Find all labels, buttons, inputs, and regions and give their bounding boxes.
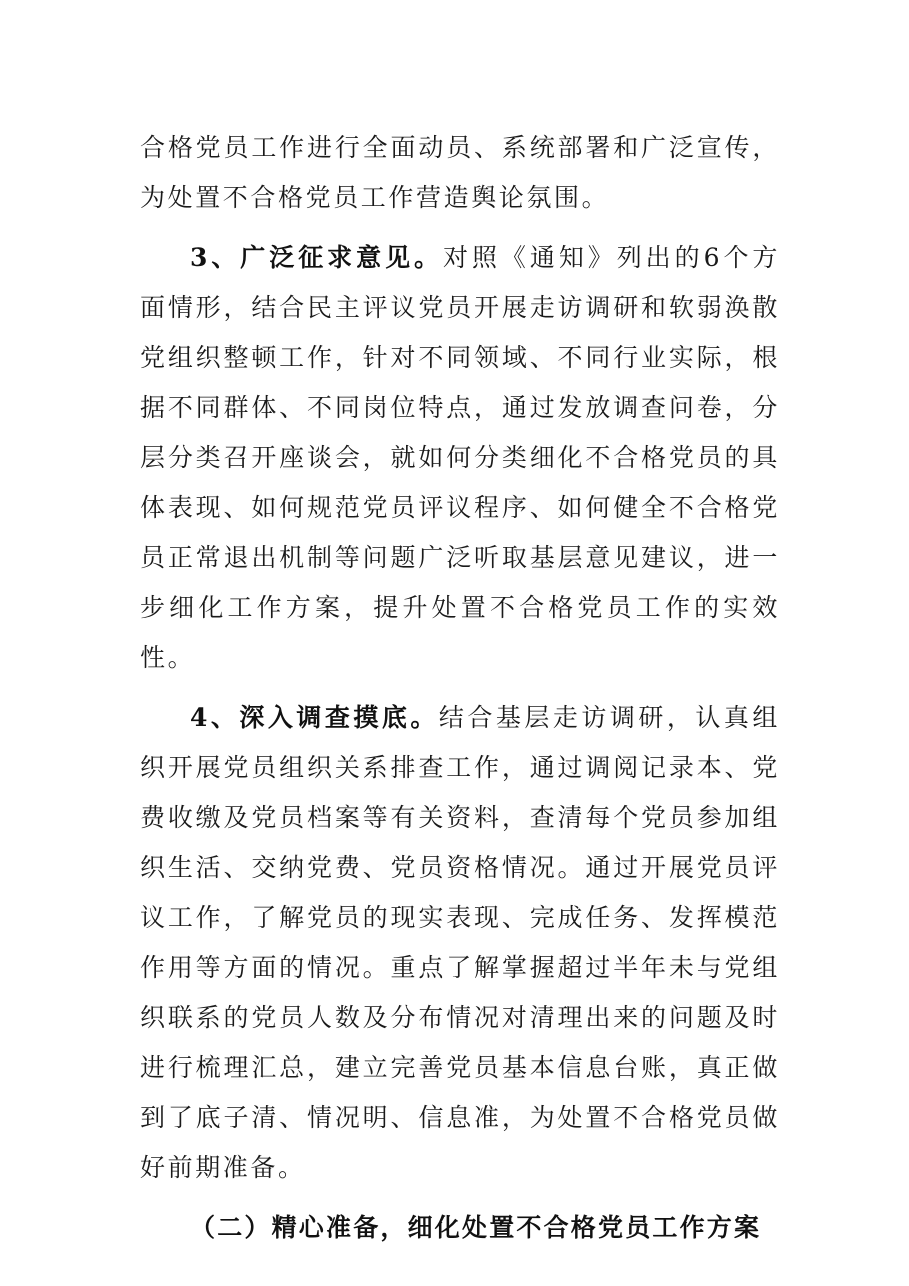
document-body [140,123,780,1253]
paragraph-text: 合格党员工作进行全面动员、系统部署和广泛宣传，为处置不合格党员工作营造舆论氛围。 [140,133,780,212]
paragraph-continued [140,123,780,223]
paragraph-item-3 [140,233,780,683]
paragraph-heading: 3、广泛征求意见。 [190,243,443,272]
paragraph-item-4 [140,693,780,1193]
paragraph-text: 对照《通知》列出的6个方面情形，结合民主评议党员开展走访调研和软弱涣散党组织整顿工作，针对不同领域、不同行业实际，根据不同群体、不同岗位特点，通过发放调查问卷，分层分类召开座谈会，就如何分类细化不合格党员的具体表现、如何规范党员评议程序、如何健全不合格党员正常退出机制等问题广泛听取基层意见建议，进一步细化工作方案，提升处置不合格党员工作的实效性。 [140,243,781,672]
section-heading: （二）精心准备，细化处置不合格党员工作方案 [190,1213,762,1242]
paragraph-text: 结合基层走访调研，认真组织开展党员组织关系排查工作，通过调阅记录本、党费收缴及党员档案等有关资料，查清每个党员参加组织生活、交纳党费、党员资格情况。通过开展党员评议工作，了解党员的现实表现、完成任务、发挥模范作用等方面的情况。重点了解掌握超过半年未与党组织联系的党员人数及分布情况对清理出来的问题及时进行梳理汇总，建立完善党员基本信息台账，真正做到了底子清、情况明、信息准，为处置不合格党员做好前期准备。 [140,703,781,1182]
paragraph-heading: 4、深入调查摸底。 [190,703,439,732]
